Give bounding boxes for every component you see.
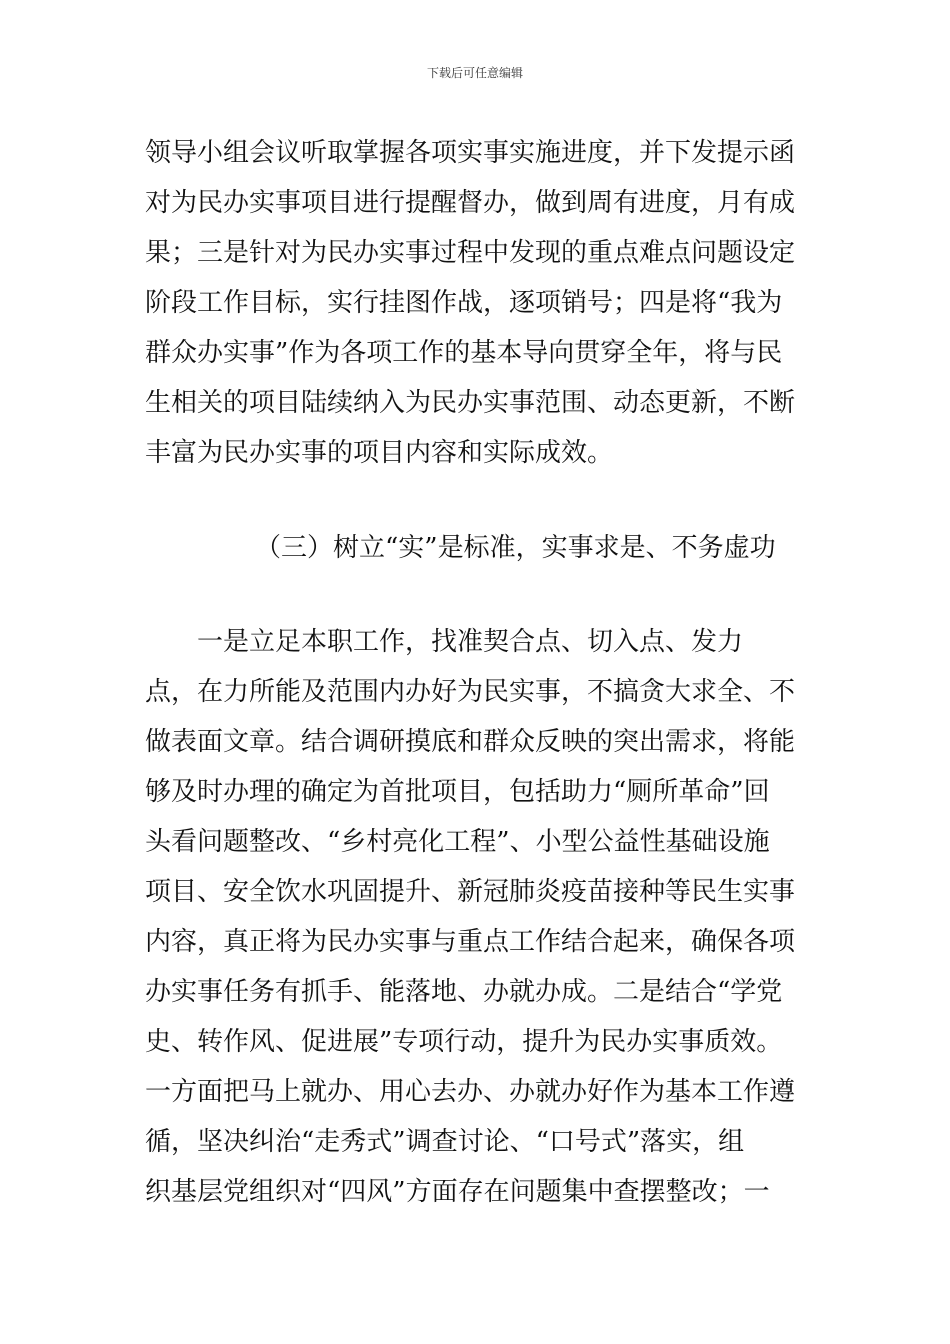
text-line: 群众办实事”作为各项工作的基本导向贯穿全年，将与民 <box>145 338 783 368</box>
text-line: 够及时办理的确定为首批项目，包括助力“厕所革命”回 <box>145 777 770 807</box>
text-line: 办实事任务有抓手、能落地、办就办成。二是结合“学党 <box>145 977 783 1007</box>
page-header: 下载后可任意编辑 <box>426 66 523 80</box>
spacer <box>145 573 810 617</box>
text-line: 阶段工作目标，实行挂图作战，逐项销号；四是将“我为 <box>145 288 783 318</box>
text-line: 内容，真正将为民办实事与重点工作结合起来，确保各项 <box>145 927 796 957</box>
text-line: 一是立足本职工作，找准契合点、切入点、发力 <box>145 627 744 657</box>
text-line: 循，坚决纠治“走秀式”调查讨论、“口号式”落实，组 <box>145 1127 745 1157</box>
document-body <box>145 128 810 1217</box>
section-heading: （三）树立“实”是标准，实事求是、不务虚功 <box>255 533 776 563</box>
text-line: 对为民办实事项目进行提醒督办，做到周有进度，月有成 <box>145 188 796 218</box>
paragraph-2 <box>145 617 810 1217</box>
text-line: 生相关的项目陆续纳入为民办实事范围、动态更新，不断 <box>145 388 796 418</box>
text-line: 点，在力所能及范围内办好为民实事，不搞贪大求全、不 <box>145 677 796 707</box>
text-line: 项目、安全饮水巩固提升、新冠肺炎疫苗接种等民生实事 <box>145 877 796 907</box>
text-line: 头看问题整改、“乡村亮化工程”、小型公益性基础设施 <box>145 827 770 857</box>
text-line: 织基层党组织对“四风”方面存在问题集中查摆整改；一 <box>145 1177 770 1207</box>
text-line: 做表面文章。结合调研摸底和群众反映的突出需求，将能 <box>145 727 796 757</box>
spacer <box>145 478 810 523</box>
text-line: 领导小组会议听取掌握各项实事实施进度，并下发提示函 <box>145 138 796 168</box>
text-line: 一方面把马上就办、用心去办、办就办好作为基本工作遵 <box>145 1077 796 1107</box>
text-line: 丰富为民办实事的项目内容和实际成效。 <box>145 438 614 468</box>
text-line: 史、转作风、促进展”专项行动，提升为民办实事质效。 <box>145 1027 783 1057</box>
paragraph-1 <box>145 128 810 478</box>
text-line: 果；三是针对为民办实事过程中发现的重点难点问题设定 <box>145 238 796 268</box>
